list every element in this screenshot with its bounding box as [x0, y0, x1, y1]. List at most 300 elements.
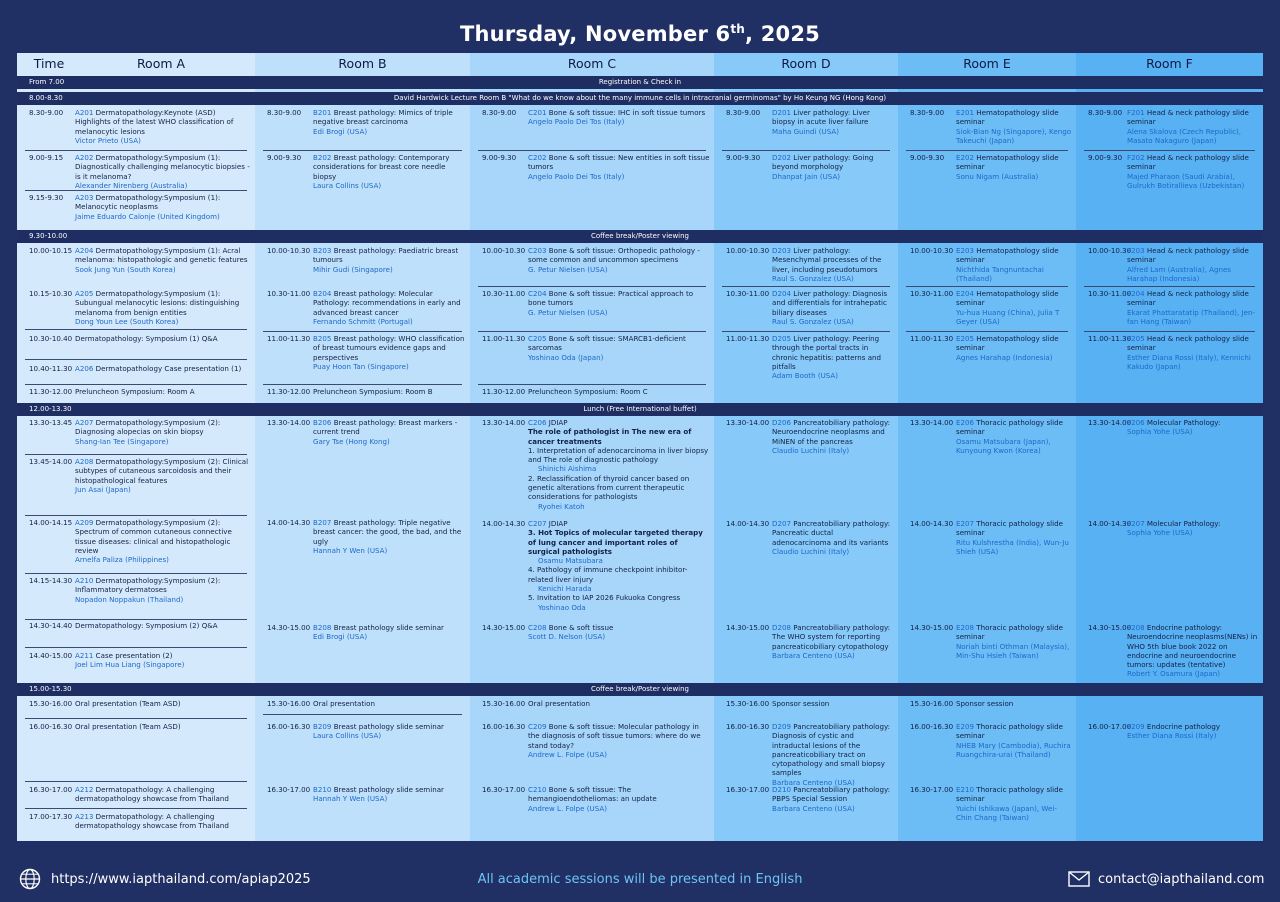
band-coffee-1: Coffee break/Poster viewing 9.30-10.00 — [17, 230, 1263, 243]
session-speaker: Alfred Lam (Australia), Agnes Harahap (Indonesia) — [1127, 264, 1232, 283]
session-content — [956, 722, 1072, 759]
session-title: Thoracic pathology slide seminar — [956, 785, 1063, 804]
session-title: Molecular Pathology: — [1146, 519, 1221, 528]
session-content — [1127, 418, 1259, 437]
row-divider — [478, 384, 706, 385]
session-speaker: NHEB Mary (Cambodia), Ruchira Ruangchira-urai (Thailand) — [956, 740, 1071, 759]
session-speaker: Angelo Paolo Dei Tos (Italy) — [528, 117, 625, 127]
session-code: A201 — [75, 108, 94, 117]
session-time: 11.00-11.30 — [482, 334, 526, 343]
row-divider — [25, 384, 247, 385]
row-divider — [263, 384, 462, 385]
session-time: 8.30-9.00 — [910, 108, 945, 117]
session-speaker: Mihir Gudi (Singapore) — [313, 264, 393, 274]
session-title: Pancreatobiliary pathology: Pancreatic ductal adenocarcinoma and its variants — [772, 519, 891, 547]
session-time: 11.00-11.30 — [267, 334, 311, 343]
session-code: A208 — [75, 457, 94, 466]
session-speaker: Shinichi Aishima — [538, 464, 597, 474]
session-title: Dermatopathology:Symposium (2): Clinical subtypes of cutaneous sarcoidosis and their histopathological features — [75, 457, 249, 485]
session-code: F208 — [1127, 623, 1145, 632]
row-divider — [25, 329, 247, 330]
session-time: 16.30-17.00 — [29, 785, 73, 794]
session-speaker: Ekarat Phattaratatip (Thailand), Jen-fan Hang (Taiwan) — [1127, 307, 1256, 326]
session-title: Dermatopathology:Symposium (1): Acral melanoma: histopathologic and genetic features — [75, 246, 248, 265]
session-code: B204 — [313, 289, 332, 298]
session-time: 14.30-15.00 — [726, 623, 770, 632]
session-content — [313, 387, 466, 396]
session-code: E202 — [956, 153, 975, 162]
band-lecture: David Hardwick Lecture Room B "What do we know about the many immune cells in intracranial germinomas" by Ho Keung NG (Hong Kong) 8.00-8.30 — [17, 92, 1263, 105]
session-time: 8.30-9.00 — [482, 108, 517, 117]
session-content — [75, 518, 251, 564]
session-speaker: Agnes Harahap (Indonesia) — [956, 352, 1053, 362]
session-speaker: Andrew L. Folpe (USA) — [528, 749, 607, 759]
session-time: 16.00-17.00 — [1088, 722, 1132, 731]
session-title: Pancreatobiliary pathology: The WHO system for reporting pancreaticobiliary cytopathology — [772, 623, 891, 651]
session-time: 10.00-10.30 — [910, 246, 954, 255]
session-speaker: Arnelfa Paliza (Philippines) — [75, 555, 169, 565]
session-content — [75, 699, 251, 708]
session-code: E207 — [956, 519, 975, 528]
contact-email[interactable]: contact@iapthailand.com — [1098, 872, 1265, 887]
session-content — [75, 108, 251, 145]
session-speaker: Sonu Nigam (Australia) — [956, 171, 1039, 181]
session-title: Oral presentation (Team ASD) — [75, 722, 181, 731]
session-title: Dermatopathology:Symposium (2): Inflammatory dermatoses — [75, 576, 221, 595]
session-title: Breast pathology: WHO classification of breast tumours evidence gaps and perspectives — [313, 334, 465, 362]
session-code: D205 — [772, 334, 792, 343]
session-speaker: Sook Jung Yun (South Korea) — [75, 264, 176, 274]
session-title: Liver pathology: Mesenchymal processes of the liver, including pseudotumors — [772, 246, 882, 274]
session-code: A203 — [75, 193, 94, 202]
band-coffee-2: Coffee break/Poster viewing 15.00-15.30 — [17, 683, 1263, 696]
session-code: D206 — [772, 418, 792, 427]
session-title: Bone & soft tissue: The hemangioendotheliomas: an update — [528, 785, 657, 804]
session-title: Dermatopathology Case presentation (1) — [95, 364, 242, 373]
session-content — [772, 722, 894, 787]
session-title: Bone & soft tissue: Molecular pathology in the diagnosis of soft tissue tumors: where do we stand today? — [528, 722, 701, 750]
session-time: 16.30-17.00 — [267, 785, 311, 794]
session-time: 9.15-9.30 — [29, 193, 64, 202]
session-content — [313, 722, 466, 741]
row-divider — [25, 808, 247, 809]
session-code: B202 — [313, 153, 332, 162]
session-title: Dermatopathology:Symposium (1): Diagnostically challenging melanocytic biopsies - is it melanoma? — [75, 153, 250, 181]
session-title: Liver pathology: Peering through the portal tracts in chronic hepatitis: patterns and pitfalls — [772, 334, 882, 371]
session-code: C202 — [528, 153, 547, 162]
session-time: 10.00-10.15 — [29, 246, 73, 255]
session-time: 14.30-15.00 — [267, 623, 311, 632]
session-content — [956, 623, 1072, 660]
session-time: 14.40-15.00 — [29, 651, 73, 660]
session-content — [313, 785, 466, 804]
session-time: 10.30-11.00 — [726, 289, 770, 298]
session-speaker: Esther Diana Rossi (Italy), Kennichi Kakudo (Japan) — [1127, 352, 1251, 371]
session-speaker: Alena Skalova (Czech Republic), Masato Nakaguro (Japan) — [1127, 126, 1242, 145]
session-content — [75, 387, 251, 396]
page-title: Thursday, November 6th, 2025 — [460, 22, 820, 46]
session-code: B207 — [313, 518, 332, 527]
session-speaker: Siok-Bian Ng (Singapore), Kengo Takeuchi (Japan) — [956, 126, 1072, 145]
session-time: 9.00-9.15 — [29, 153, 64, 162]
session-content — [1127, 289, 1259, 326]
session-content — [528, 418, 710, 511]
session-title: Head & neck pathology slide seminar — [1127, 153, 1249, 172]
session-code: E208 — [956, 623, 975, 632]
session-speaker: Claudio Luchini (Italy) — [772, 546, 850, 556]
row-divider — [263, 714, 462, 715]
session-title: Hematopathology slide seminar — [956, 246, 1059, 265]
session-code: F202 — [1127, 153, 1145, 162]
session-speaker: G. Petur Nielsen (USA) — [528, 264, 608, 274]
session-time: 15.30-16.00 — [267, 699, 311, 708]
session-time: 9.00-9.30 — [1088, 153, 1123, 162]
session-content — [75, 621, 251, 630]
row-divider — [25, 647, 247, 648]
session-code: A202 — [75, 153, 94, 162]
session-time: 17.00-17.30 — [29, 812, 73, 821]
session-code: C205 — [528, 334, 547, 343]
session-content — [772, 785, 894, 813]
session-time: 13.30-14.00 — [1088, 418, 1132, 427]
session-title: Dermatopathology:Symposium (1): Subungual melanocytic lesions: distinguishing melanoma from benign entities — [75, 289, 240, 317]
session-time: 14.30-14.40 — [29, 621, 73, 630]
session-content — [75, 418, 251, 446]
session-time: 8.30-9.00 — [726, 108, 761, 117]
row-divider — [906, 331, 1068, 332]
session-speaker: Puay Hoon Tan (Singapore) — [313, 361, 409, 371]
session-content — [75, 457, 251, 494]
session-speaker: Hannah Y Wen (USA) — [313, 794, 388, 804]
session-speaker: Robert Y. Osamura (Japan) — [1127, 669, 1221, 679]
session-title: Hematopathology slide seminar — [956, 108, 1059, 127]
session-time: 11.00-11.30 — [1088, 334, 1132, 343]
session-time: 16.00-16.30 — [267, 722, 311, 731]
session-time: 14.00-14.30 — [1088, 519, 1132, 528]
session-content — [772, 289, 894, 326]
session-title: Bone & soft tissue: New entities in soft tissue tumors — [528, 153, 710, 172]
session-code: E210 — [956, 785, 975, 794]
session-code: A212 — [75, 785, 94, 794]
session-content — [75, 722, 251, 731]
session-title: Sponsor session — [956, 699, 1014, 708]
row-divider — [25, 454, 247, 455]
row-divider — [478, 150, 706, 151]
session-speaker: Maha Guindi (USA) — [772, 126, 839, 136]
session-title: Breast pathology: Molecular Pathology: recommendations in early and advanced breast cancer — [313, 289, 461, 317]
session-speaker: Alexander Nirenberg (Australia) — [75, 180, 188, 190]
session-title: Breast pathology slide seminar — [333, 623, 444, 632]
website-link[interactable]: https://www.iapthailand.com/apiap2025 — [51, 872, 311, 887]
session-speaker: Sophia Yohe (USA) — [1127, 528, 1193, 538]
session-time: 14.00-14.30 — [267, 518, 311, 527]
session-content — [528, 289, 710, 317]
session-code: A207 — [75, 418, 94, 427]
session-time: 15.30-16.00 — [726, 699, 770, 708]
session-content — [528, 334, 710, 362]
session-code: E201 — [956, 108, 975, 117]
session-time: 14.30-15.00 — [482, 623, 526, 632]
session-time: 10.30-11.00 — [267, 289, 311, 298]
row-divider — [478, 331, 706, 332]
session-time: 14.30-15.00 — [1088, 623, 1132, 632]
session-title: Dermatopathology:Symposium (2): Diagnosing alopecias on skin biopsy — [75, 418, 221, 437]
row-divider — [25, 619, 247, 620]
session-speaker: Jun Asai (Japan) — [75, 484, 131, 494]
session-content — [772, 623, 894, 660]
row-divider — [263, 331, 462, 332]
session-code: E209 — [956, 722, 975, 731]
session-content — [313, 623, 466, 642]
header-room-b: Room B — [338, 56, 387, 71]
session-title: Thoracic pathology slide seminar — [956, 519, 1063, 538]
session-title: JDIAP — [548, 519, 568, 528]
session-speaker: Hannah Y Wen (USA) — [313, 545, 388, 555]
session-time: 10.00-10.30 — [267, 246, 311, 255]
session-content — [528, 722, 710, 759]
band-registration: Registration & Check in From 7.00 — [17, 76, 1263, 89]
header-room-e: Room E — [963, 56, 1011, 71]
row-divider — [1084, 150, 1255, 151]
session-speaker: Jaime Eduardo Calonje (United Kingdom) — [75, 211, 220, 221]
session-speaker: Raul S. Gonzalez (USA) — [772, 316, 854, 326]
session-time: 11.00-11.30 — [726, 334, 770, 343]
session-time: 10.00-10.30 — [482, 246, 526, 255]
session-code: D210 — [772, 785, 792, 794]
session-content — [956, 699, 1072, 708]
session-code: F203 — [1127, 246, 1145, 255]
session-time: 14.15-14.30 — [29, 576, 73, 585]
session-content — [75, 334, 251, 343]
session-code: C208 — [528, 623, 547, 632]
session-speaker: Barbara Centeno (USA) — [772, 777, 855, 787]
session-title: Liver pathology: Diagnosis and differentials for intrahepatic biliary diseases — [772, 289, 888, 317]
session-time: 8.30-9.00 — [29, 108, 64, 117]
mail-icon — [1068, 871, 1090, 887]
session-content — [528, 623, 710, 642]
row-divider — [906, 150, 1068, 151]
session-time: 11.30-12.00 — [482, 387, 526, 396]
session-title: Head & neck pathology slide seminar — [1127, 108, 1249, 127]
session-time: 13.30-14.00 — [267, 418, 311, 427]
session-code: E205 — [956, 334, 975, 343]
session-speaker: Nopadon Noppakun (Thailand) — [75, 594, 184, 604]
session-code: C203 — [528, 246, 547, 255]
session-title: Molecular Pathology: — [1146, 418, 1221, 427]
session-content — [956, 519, 1072, 556]
session-title: Dermatopathology:Keynote (ASD) Highlights of the latest WHO classification of melanocytic lesions — [75, 108, 234, 136]
session-time: 11.30-12.00 — [29, 387, 73, 396]
session-code: C201 — [528, 108, 547, 117]
session-code: C206 — [528, 418, 547, 427]
header-room-d: Room D — [781, 56, 831, 71]
session-speaker: Adam Booth (USA) — [772, 371, 839, 381]
session-speaker: Victor Prieto (USA) — [75, 135, 141, 145]
footer — [0, 858, 1280, 902]
session-speaker: Kenichi Harada — [538, 584, 592, 594]
session-time: 10.30-11.00 — [482, 289, 526, 298]
session-code: F209 — [1127, 722, 1145, 731]
session-title: JDIAP — [548, 418, 568, 427]
session-speaker: Shang-Ian Tee (Singapore) — [75, 436, 169, 446]
session-title: Thoracic pathology slide seminar — [956, 418, 1063, 437]
session-code: B206 — [313, 418, 332, 427]
session-content — [313, 108, 466, 136]
session-time: 15.30-16.00 — [482, 699, 526, 708]
row-divider — [25, 781, 247, 782]
session-time: 10.40-11.30 — [29, 364, 73, 373]
header-room-f: Room F — [1146, 56, 1193, 71]
session-title: Thoracic pathology slide seminar — [956, 722, 1063, 741]
session-title: Liver pathology: Liver biopsy in acute liver failure — [772, 108, 870, 127]
language-note: All academic sessions will be presented in English — [477, 872, 803, 887]
session-content — [528, 153, 710, 181]
session-title: Bone & soft tissue — [548, 623, 614, 632]
session-title: Breast pathology: Breast markers - current trend — [313, 418, 458, 437]
session-time: 8.30-9.00 — [1088, 108, 1123, 117]
session-time: 10.00-10.30 — [726, 246, 770, 255]
session-content — [75, 153, 251, 190]
session-content — [1127, 722, 1259, 741]
session-speaker: Edi Brogi (USA) — [313, 632, 368, 642]
session-title: Thoracic pathology slide seminar — [956, 623, 1063, 642]
session-time: 10.30-10.40 — [29, 334, 73, 343]
session-content — [528, 387, 710, 396]
session-title: Bone & soft tissue: Orthopedic pathology - some common and uncommon specimens — [528, 246, 700, 265]
session-content — [313, 699, 466, 708]
session-speaker: Laura Collins (USA) — [313, 180, 382, 190]
session-title: Breast pathology: Triple negative breast cancer: the good, the bad, and the ugly — [313, 518, 462, 546]
session-speaker: Fernando Schmitt (Portugal) — [313, 316, 413, 326]
row-divider — [1084, 331, 1255, 332]
session-time: 15.30-16.00 — [29, 699, 73, 708]
session-title: Breast pathology slide seminar — [333, 785, 444, 794]
session-time: 9.00-9.30 — [482, 153, 517, 162]
session-code: C204 — [528, 289, 547, 298]
session-content — [313, 518, 466, 555]
session-speaker: Scott D. Nelson (USA) — [528, 632, 606, 642]
session-content — [1127, 623, 1259, 679]
session-speaker: Claudio Luchini (Italy) — [772, 445, 850, 455]
session-content — [772, 108, 894, 136]
session-content — [956, 785, 1072, 822]
session-content — [772, 153, 894, 181]
session-content — [75, 812, 251, 831]
session-content — [313, 418, 466, 446]
session-title: Case presentation (2) — [95, 651, 173, 660]
session-speaker: Ritu Kulshrestha (India), Wun-Ju Shieh (USA) — [956, 537, 1069, 556]
session-title: Hematopathology slide seminar — [956, 153, 1059, 172]
header-room-a: Room A — [136, 56, 186, 71]
row-divider — [25, 573, 247, 574]
session-title: Oral presentation — [528, 699, 590, 708]
session-title: Preluncheon Symposium: Room A — [75, 387, 195, 396]
session-content — [75, 289, 251, 326]
session-title: Liver pathology: Going beyond morphology — [772, 153, 874, 172]
session-time: 16.00-16.30 — [29, 722, 73, 731]
session-title: Dermatopathology:Symposium (2): Spectrum of common cutaneous connective tissue diseases: clinical and histopathologic review — [75, 518, 232, 555]
session-code: B209 — [313, 722, 332, 731]
row-divider — [906, 286, 1068, 287]
session-title: Head & neck pathology slide seminar — [1127, 246, 1249, 265]
session-content — [313, 153, 466, 190]
session-time: 15.30-16.00 — [910, 699, 954, 708]
session-content — [772, 418, 894, 455]
session-content — [528, 519, 710, 612]
session-content — [75, 576, 251, 604]
session-time: 9.00-9.30 — [726, 153, 761, 162]
session-code: D209 — [772, 722, 792, 731]
session-time: 14.30-15.00 — [910, 623, 954, 632]
session-speaker: Joel Lim Hua Liang (Singapore) — [75, 660, 185, 670]
session-code: B201 — [313, 108, 332, 117]
session-content — [528, 699, 710, 708]
session-speaker: Dong Youn Lee (South Korea) — [75, 316, 179, 326]
session-code: A209 — [75, 518, 94, 527]
session-speaker: Esther Diana Rossi (Italy) — [1127, 731, 1217, 741]
session-time: 16.00-16.30 — [726, 722, 770, 731]
session-content — [75, 193, 251, 221]
session-code: B210 — [313, 785, 332, 794]
session-content — [956, 289, 1072, 326]
session-title: Dermatopathology: A challenging dermatopathology showcase from Thailand — [75, 785, 229, 804]
row-divider — [722, 150, 890, 151]
row-divider — [263, 150, 462, 151]
row-divider — [25, 718, 247, 719]
session-subtopic: The role of pathologist in The new era of cancer treatments — [528, 427, 692, 446]
session-time: 8.30-9.00 — [267, 108, 302, 117]
session-code: A211 — [75, 651, 94, 660]
session-speaker: Angelo Paolo Dei Tos (Italy) — [528, 171, 625, 181]
session-content — [528, 785, 710, 813]
session-content — [956, 246, 1072, 283]
session-code: C210 — [528, 785, 547, 794]
session-code: A204 — [75, 246, 94, 255]
session-speaker: Yoshinao Oda (Japan) — [528, 352, 604, 362]
session-time: 11.30-12.00 — [267, 387, 311, 396]
session-speaker: Dhanpat Jain (USA) — [772, 171, 841, 181]
session-time: 11.00-11.30 — [910, 334, 954, 343]
session-code: D204 — [772, 289, 792, 298]
session-code: A213 — [75, 812, 94, 821]
session-code: D201 — [772, 108, 792, 117]
session-time: 13.30-14.00 — [482, 418, 526, 427]
session-time: 16.00-16.30 — [910, 722, 954, 731]
row-divider — [25, 190, 247, 191]
row-divider — [722, 331, 890, 332]
session-speaker: Majed Pharaon (Saudi Arabia), Gulrukh Botirallieva (Uzbekistan) — [1127, 171, 1245, 190]
session-title: Breast pathology: Mimics of triple negative breast carcinoma — [313, 108, 453, 127]
session-code: D202 — [772, 153, 792, 162]
session-title: Dermatopathology: Symposium (1) Q&A — [75, 334, 218, 343]
session-speaker: Barbara Centeno (USA) — [772, 650, 855, 660]
row-divider — [25, 515, 247, 516]
session-code: F201 — [1127, 108, 1145, 117]
session-code: B203 — [313, 246, 332, 255]
row-divider — [1084, 286, 1255, 287]
session-speaker: Yu-hua Huang (China), Julia T Geyer (USA) — [956, 307, 1060, 326]
session-content — [956, 108, 1072, 145]
session-speaker: Raul S. Gonzalez (USA) — [772, 273, 854, 283]
session-code: A206 — [75, 364, 94, 373]
session-time: 16.30-17.00 — [726, 785, 770, 794]
session-content — [313, 246, 466, 274]
session-content — [75, 364, 251, 373]
band-lunch: Lunch (Free International buffet) 12.00-13.30 — [17, 403, 1263, 416]
session-time: 10.30-11.00 — [1088, 289, 1132, 298]
session-time: 14.00-14.30 — [910, 519, 954, 528]
session-speaker: Andrew L. Folpe (USA) — [528, 803, 607, 813]
